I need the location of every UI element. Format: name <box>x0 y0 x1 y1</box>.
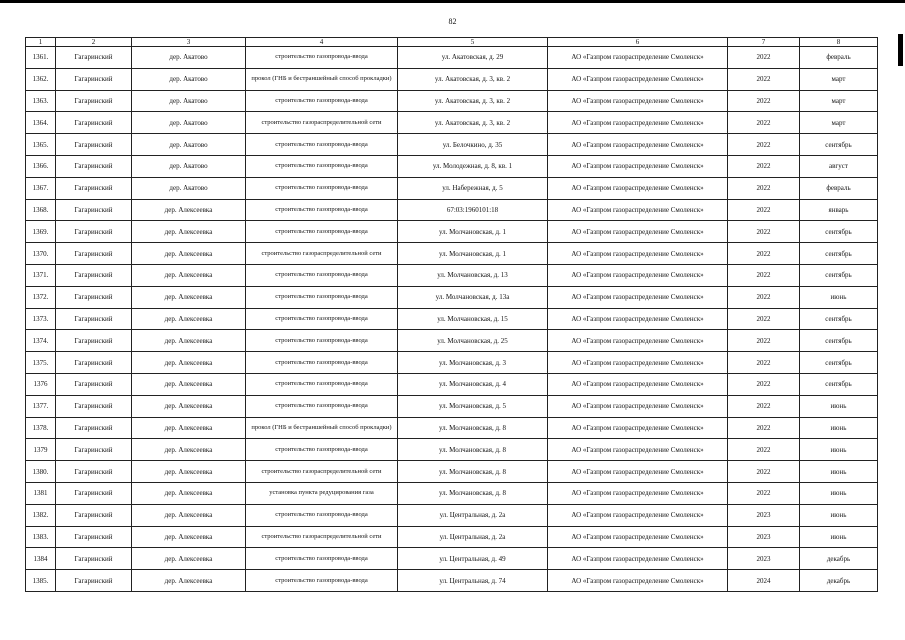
month-cell: сентябрь <box>800 308 878 330</box>
settlement-cell: дер. Алексеевка <box>132 330 246 352</box>
work-type-cell: строительство газопровода-ввода <box>246 199 398 221</box>
work-type-cell: строительство газопровода-ввода <box>246 90 398 112</box>
year-cell: 2022 <box>728 243 800 265</box>
district-cell: Гагаринский <box>56 373 132 395</box>
month-cell: июнь <box>800 526 878 548</box>
work-type-cell: строительство газопровода-ввода <box>246 570 398 592</box>
table-row <box>26 134 878 156</box>
column-header: 5 <box>398 38 548 47</box>
year-cell: 2024 <box>728 570 800 592</box>
organization-cell: АО «Газпром газораспределение Смоленск» <box>548 264 728 286</box>
table-row <box>26 155 878 177</box>
table-row <box>26 243 878 265</box>
column-header: 3 <box>132 38 246 47</box>
organization-cell: АО «Газпром газораспределение Смоленск» <box>548 199 728 221</box>
district-cell: Гагаринский <box>56 90 132 112</box>
address-cell: ул. Молчановская, д. 13 <box>398 264 548 286</box>
month-cell: июнь <box>800 504 878 526</box>
organization-cell: АО «Газпром газораспределение Смоленск» <box>548 504 728 526</box>
settlement-cell: дер. Алексеевка <box>132 482 246 504</box>
organization-cell: АО «Газпром газораспределение Смоленск» <box>548 330 728 352</box>
month-cell: июнь <box>800 482 878 504</box>
column-header: 6 <box>548 38 728 47</box>
month-cell: декабрь <box>800 570 878 592</box>
work-type-cell: строительство газораспределительной сети <box>246 461 398 483</box>
district-cell: Гагаринский <box>56 221 132 243</box>
address-cell: ул. Молчановская, д. 15 <box>398 308 548 330</box>
organization-cell: АО «Газпром газораспределение Смоленск» <box>548 177 728 199</box>
row-number-cell: 1378. <box>26 417 56 439</box>
address-cell: ул. Центральная, д. 74 <box>398 570 548 592</box>
month-cell: июнь <box>800 417 878 439</box>
address-cell: ул. Молчановская, д. 1 <box>398 221 548 243</box>
row-number-cell: 1370. <box>26 243 56 265</box>
district-cell: Гагаринский <box>56 47 132 69</box>
year-cell: 2023 <box>728 548 800 570</box>
work-type-cell: прокол (ГНБ и бестраншейный способ прокладки) <box>246 417 398 439</box>
year-cell: 2022 <box>728 308 800 330</box>
month-cell: июнь <box>800 395 878 417</box>
settlement-cell: дер. Алексеевка <box>132 221 246 243</box>
address-cell: ул. Акатовская, д. 3, кв. 2 <box>398 112 548 134</box>
address-cell: ул. Молчановская, д. 1 <box>398 243 548 265</box>
district-cell: Гагаринский <box>56 243 132 265</box>
table-row <box>26 264 878 286</box>
settlement-cell: дер. Алексеевка <box>132 395 246 417</box>
table-row <box>26 286 878 308</box>
settlement-cell: дер. Алексеевка <box>132 526 246 548</box>
table-row <box>26 90 878 112</box>
work-type-cell: строительство газопровода-ввода <box>246 155 398 177</box>
year-cell: 2022 <box>728 221 800 243</box>
month-cell: март <box>800 68 878 90</box>
organization-cell: АО «Газпром газораспределение Смоленск» <box>548 373 728 395</box>
row-number-cell: 1372. <box>26 286 56 308</box>
month-cell: сентябрь <box>800 373 878 395</box>
organization-cell: АО «Газпром газораспределение Смоленск» <box>548 47 728 69</box>
month-cell: март <box>800 90 878 112</box>
table-row <box>26 308 878 330</box>
settlement-cell: дер. Алексеевка <box>132 548 246 570</box>
year-cell: 2022 <box>728 461 800 483</box>
address-cell: ул. Центральная, д. 49 <box>398 548 548 570</box>
settlement-cell: дер. Акатово <box>132 112 246 134</box>
settlement-cell: дер. Алексеевка <box>132 243 246 265</box>
year-cell: 2022 <box>728 68 800 90</box>
year-cell: 2022 <box>728 417 800 439</box>
row-number-cell: 1375. <box>26 352 56 374</box>
address-cell: ул. Центральная, д. 2а <box>398 526 548 548</box>
table-row <box>26 526 878 548</box>
district-cell: Гагаринский <box>56 570 132 592</box>
address-cell: ул. Набережная, д. 5 <box>398 177 548 199</box>
year-cell: 2022 <box>728 134 800 156</box>
month-cell: июнь <box>800 461 878 483</box>
month-cell: август <box>800 155 878 177</box>
work-type-cell: строительство газопровода-ввода <box>246 548 398 570</box>
settlement-cell: дер. Алексеевка <box>132 417 246 439</box>
district-cell: Гагаринский <box>56 439 132 461</box>
address-cell: ул. Молчановская, д. 8 <box>398 461 548 483</box>
row-number-cell: 1382. <box>26 504 56 526</box>
organization-cell: АО «Газпром газораспределение Смоленск» <box>548 526 728 548</box>
address-cell: ул. Молчановская, д. 25 <box>398 330 548 352</box>
district-cell: Гагаринский <box>56 286 132 308</box>
row-number-cell: 1377. <box>26 395 56 417</box>
organization-cell: АО «Газпром газораспределение Смоленск» <box>548 112 728 134</box>
month-cell: сентябрь <box>800 264 878 286</box>
table-body <box>26 47 878 592</box>
row-number-cell: 1367. <box>26 177 56 199</box>
row-number-cell: 1365. <box>26 134 56 156</box>
table-row <box>26 395 878 417</box>
year-cell: 2022 <box>728 199 800 221</box>
district-cell: Гагаринский <box>56 417 132 439</box>
work-type-cell: строительство газопровода-ввода <box>246 134 398 156</box>
settlement-cell: дер. Алексеевка <box>132 308 246 330</box>
organization-cell: АО «Газпром газораспределение Смоленск» <box>548 482 728 504</box>
table-row <box>26 570 878 592</box>
district-cell: Гагаринский <box>56 504 132 526</box>
settlement-cell: дер. Акатово <box>132 134 246 156</box>
column-header: 1 <box>26 38 56 47</box>
address-cell: ул. Молчановская, д. 5 <box>398 395 548 417</box>
organization-cell: АО «Газпром газораспределение Смоленск» <box>548 395 728 417</box>
organization-cell: АО «Газпром газораспределение Смоленск» <box>548 417 728 439</box>
year-cell: 2023 <box>728 504 800 526</box>
work-type-cell: строительство газопровода-ввода <box>246 308 398 330</box>
district-cell: Гагаринский <box>56 548 132 570</box>
year-cell: 2022 <box>728 177 800 199</box>
table-row <box>26 461 878 483</box>
organization-cell: АО «Газпром газораспределение Смоленск» <box>548 286 728 308</box>
table-row <box>26 439 878 461</box>
work-type-cell: строительство газопровода-ввода <box>246 504 398 526</box>
settlement-cell: дер. Акатово <box>132 177 246 199</box>
work-type-cell: строительство газопровода-ввода <box>246 286 398 308</box>
year-cell: 2023 <box>728 526 800 548</box>
year-cell: 2022 <box>728 352 800 374</box>
year-cell: 2022 <box>728 90 800 112</box>
row-number-cell: 1385. <box>26 570 56 592</box>
settlement-cell: дер. Алексеевка <box>132 264 246 286</box>
table-row <box>26 221 878 243</box>
month-cell: сентябрь <box>800 134 878 156</box>
row-number-cell: 1379 <box>26 439 56 461</box>
year-cell: 2022 <box>728 395 800 417</box>
settlement-cell: дер. Алексеевка <box>132 352 246 374</box>
address-cell: ул. Молчановская, д. 8 <box>398 482 548 504</box>
settlement-cell: дер. Алексеевка <box>132 570 246 592</box>
year-cell: 2022 <box>728 47 800 69</box>
organization-cell: АО «Газпром газораспределение Смоленск» <box>548 461 728 483</box>
district-cell: Гагаринский <box>56 112 132 134</box>
month-cell: сентябрь <box>800 243 878 265</box>
row-number-cell: 1369. <box>26 221 56 243</box>
row-number-cell: 1384 <box>26 548 56 570</box>
row-number-cell: 1380. <box>26 461 56 483</box>
month-cell: сентябрь <box>800 352 878 374</box>
row-number-cell: 1373. <box>26 308 56 330</box>
top-border-rule <box>0 0 905 3</box>
row-number-cell: 1376 <box>26 373 56 395</box>
table-row <box>26 482 878 504</box>
year-cell: 2022 <box>728 155 800 177</box>
address-cell: ул. Молчановская, д. 4 <box>398 373 548 395</box>
work-type-cell: строительство газопровода-ввода <box>246 439 398 461</box>
month-cell: июнь <box>800 439 878 461</box>
address-cell: ул. Молчановская, д. 8 <box>398 439 548 461</box>
year-cell: 2022 <box>728 439 800 461</box>
work-type-cell: прокол (ГНБ и бестраншейный способ прокладки) <box>246 68 398 90</box>
district-cell: Гагаринский <box>56 395 132 417</box>
organization-cell: АО «Газпром газораспределение Смоленск» <box>548 570 728 592</box>
address-cell: ул. Молодежная, д. 8, кв. 1 <box>398 155 548 177</box>
work-type-cell: строительство газораспределительной сети <box>246 243 398 265</box>
district-cell: Гагаринский <box>56 134 132 156</box>
row-number-cell: 1368. <box>26 199 56 221</box>
work-type-cell: строительство газопровода-ввода <box>246 330 398 352</box>
table-header-row <box>26 38 878 47</box>
address-cell: ул. Акатовская, д. 3, кв. 2 <box>398 90 548 112</box>
table-row <box>26 330 878 352</box>
work-type-cell: строительство газопровода-ввода <box>246 47 398 69</box>
row-number-cell: 1364. <box>26 112 56 134</box>
month-cell: январь <box>800 199 878 221</box>
month-cell: март <box>800 112 878 134</box>
table-row <box>26 47 878 69</box>
district-cell: Гагаринский <box>56 68 132 90</box>
month-cell: сентябрь <box>800 221 878 243</box>
organization-cell: АО «Газпром газораспределение Смоленск» <box>548 90 728 112</box>
table-row <box>26 112 878 134</box>
year-cell: 2022 <box>728 373 800 395</box>
scan-edge-mark <box>898 34 903 66</box>
settlement-cell: дер. Акатово <box>132 155 246 177</box>
table-row <box>26 68 878 90</box>
settlement-cell: дер. Акатово <box>132 47 246 69</box>
organization-cell: АО «Газпром газораспределение Смоленск» <box>548 439 728 461</box>
organization-cell: АО «Газпром газораспределение Смоленск» <box>548 548 728 570</box>
district-cell: Гагаринский <box>56 199 132 221</box>
table-row <box>26 199 878 221</box>
work-type-cell: строительство газораспределительной сети <box>246 526 398 548</box>
organization-cell: АО «Газпром газораспределение Смоленск» <box>548 134 728 156</box>
address-cell: ул. Центральная, д. 2а <box>398 504 548 526</box>
organization-cell: АО «Газпром газораспределение Смоленск» <box>548 155 728 177</box>
settlement-cell: дер. Алексеевка <box>132 286 246 308</box>
settlement-cell: дер. Алексеевка <box>132 504 246 526</box>
district-cell: Гагаринский <box>56 155 132 177</box>
address-cell: 67:03:1960101:18 <box>398 199 548 221</box>
register-table <box>25 37 878 592</box>
table-row <box>26 417 878 439</box>
year-cell: 2022 <box>728 264 800 286</box>
work-type-cell: строительство газопровода-ввода <box>246 264 398 286</box>
column-header: 7 <box>728 38 800 47</box>
organization-cell: АО «Газпром газораспределение Смоленск» <box>548 68 728 90</box>
page-number: 82 <box>448 17 457 26</box>
address-cell: ул. Акатовская, д. 3, кв. 2 <box>398 68 548 90</box>
row-number-cell: 1361. <box>26 47 56 69</box>
month-cell: сентябрь <box>800 330 878 352</box>
month-cell: декабрь <box>800 548 878 570</box>
table-row <box>26 504 878 526</box>
work-type-cell: строительство газопровода-ввода <box>246 177 398 199</box>
organization-cell: АО «Газпром газораспределение Смоленск» <box>548 221 728 243</box>
column-header: 4 <box>246 38 398 47</box>
settlement-cell: дер. Алексеевка <box>132 373 246 395</box>
district-cell: Гагаринский <box>56 352 132 374</box>
district-cell: Гагаринский <box>56 482 132 504</box>
district-cell: Гагаринский <box>56 461 132 483</box>
organization-cell: АО «Газпром газораспределение Смоленск» <box>548 243 728 265</box>
district-cell: Гагаринский <box>56 330 132 352</box>
settlement-cell: дер. Алексеевка <box>132 439 246 461</box>
table-row <box>26 548 878 570</box>
row-number-cell: 1366. <box>26 155 56 177</box>
row-number-cell: 1383. <box>26 526 56 548</box>
year-cell: 2022 <box>728 330 800 352</box>
district-cell: Гагаринский <box>56 177 132 199</box>
district-cell: Гагаринский <box>56 308 132 330</box>
year-cell: 2022 <box>728 112 800 134</box>
work-type-cell: строительство газораспределительной сети <box>246 112 398 134</box>
month-cell: февраль <box>800 47 878 69</box>
table-row <box>26 352 878 374</box>
row-number-cell: 1371. <box>26 264 56 286</box>
year-cell: 2022 <box>728 482 800 504</box>
address-cell: ул. Молчановская, д. 13а <box>398 286 548 308</box>
work-type-cell: строительство газопровода-ввода <box>246 395 398 417</box>
column-header: 2 <box>56 38 132 47</box>
table-row <box>26 373 878 395</box>
settlement-cell: дер. Алексеевка <box>132 199 246 221</box>
month-cell: февраль <box>800 177 878 199</box>
address-cell: ул. Акатовская, д. 29 <box>398 47 548 69</box>
settlement-cell: дер. Акатово <box>132 90 246 112</box>
district-cell: Гагаринский <box>56 526 132 548</box>
work-type-cell: установка пункта редуцирования газа <box>246 482 398 504</box>
settlement-cell: дер. Акатово <box>132 68 246 90</box>
work-type-cell: строительство газопровода-ввода <box>246 221 398 243</box>
row-number-cell: 1362. <box>26 68 56 90</box>
work-type-cell: строительство газопровода-ввода <box>246 352 398 374</box>
row-number-cell: 1374. <box>26 330 56 352</box>
month-cell: июнь <box>800 286 878 308</box>
column-header: 8 <box>800 38 878 47</box>
organization-cell: АО «Газпром газораспределение Смоленск» <box>548 308 728 330</box>
year-cell: 2022 <box>728 286 800 308</box>
address-cell: ул. Молчановская, д. 8 <box>398 417 548 439</box>
row-number-cell: 1381 <box>26 482 56 504</box>
district-cell: Гагаринский <box>56 264 132 286</box>
organization-cell: АО «Газпром газораспределение Смоленск» <box>548 352 728 374</box>
row-number-cell: 1363. <box>26 90 56 112</box>
work-type-cell: строительство газопровода-ввода <box>246 373 398 395</box>
settlement-cell: дер. Алексеевка <box>132 461 246 483</box>
table-row <box>26 177 878 199</box>
address-cell: ул. Белочкино, д. 35 <box>398 134 548 156</box>
address-cell: ул. Молчановская, д. 3 <box>398 352 548 374</box>
